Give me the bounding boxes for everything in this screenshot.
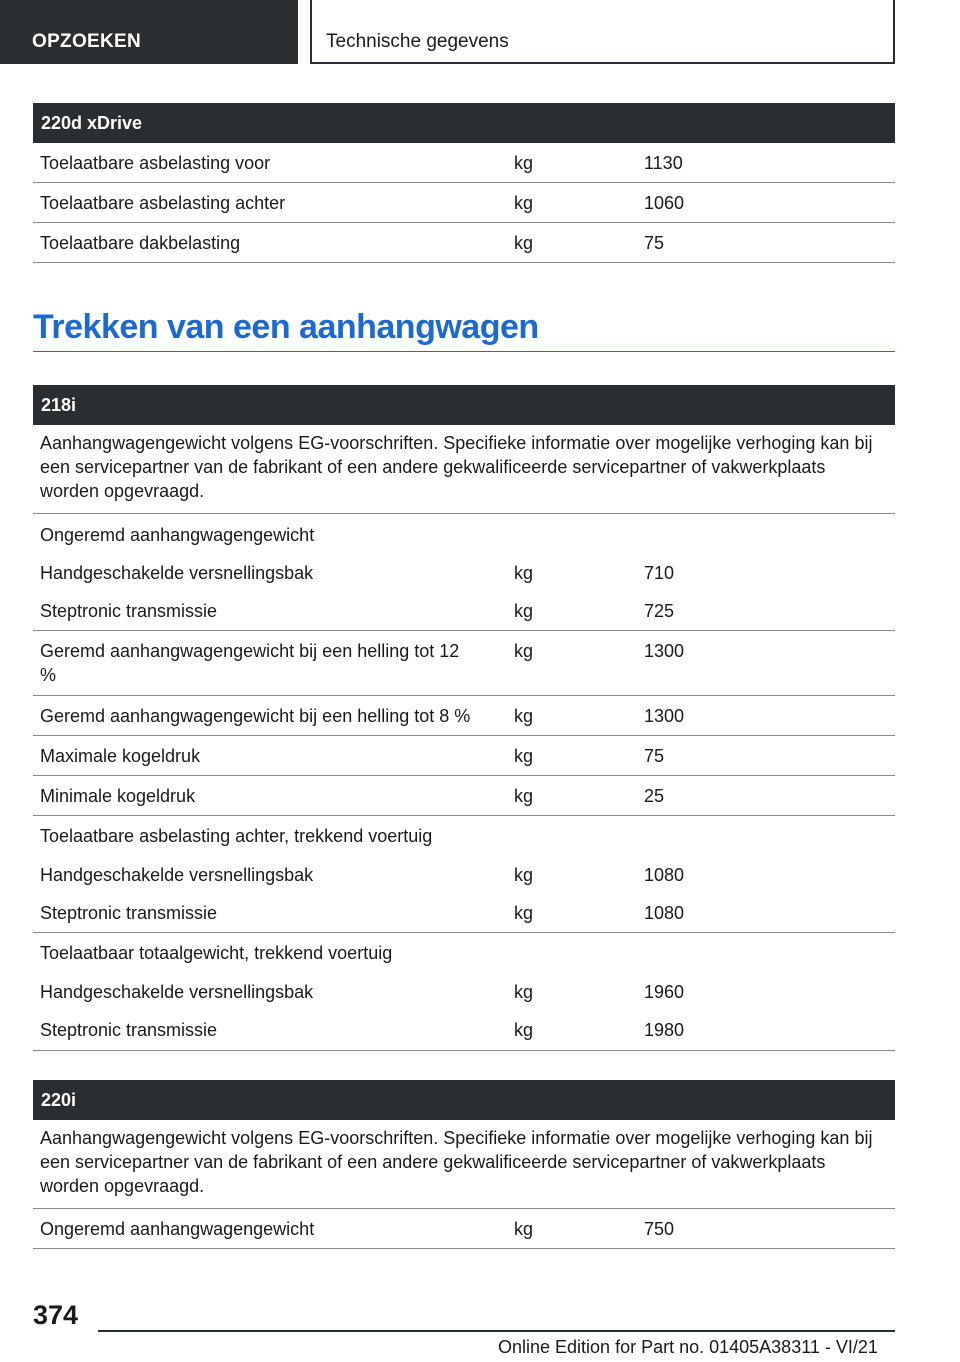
row-value: 1080 [644, 903, 685, 923]
row-label: Minimale kogeldruk [40, 786, 196, 806]
table-row [33, 894, 895, 933]
table-row [33, 736, 895, 776]
table-row [33, 933, 895, 972]
table-row [33, 183, 895, 223]
row-value: 750 [644, 1219, 675, 1239]
row-value: 1300 [644, 706, 685, 726]
table-220d-xdrive [33, 103, 895, 263]
table-row [33, 855, 895, 894]
table-row [33, 553, 895, 592]
header-section-title: Technische gegevens [310, 0, 895, 64]
table-row [33, 816, 895, 855]
table-row [33, 776, 895, 816]
row-value: 1960 [644, 982, 685, 1002]
row-unit: kg [514, 641, 534, 661]
row-unit: kg [514, 1219, 534, 1239]
row-label: Geremd aanhangwagengewicht bij een helling tot 12 % [40, 641, 460, 685]
row-unit: kg [514, 865, 534, 885]
section-title-rule [33, 351, 895, 352]
row-label: Toelaatbare dakbelasting [40, 233, 241, 253]
row-unit: kg [514, 746, 534, 766]
row-value: 1080 [644, 865, 685, 885]
row-label: Steptronic transmissie [40, 1020, 218, 1040]
row-label: Handgeschakelde versnellingsbak [40, 982, 314, 1002]
row-unit: kg [514, 153, 534, 173]
table-row [33, 696, 895, 736]
table-heading: 220d xDrive [33, 103, 895, 143]
row-label: Steptronic transmissie [40, 903, 218, 923]
row-value: 75 [644, 746, 665, 766]
header-tab-opzoeken[interactable]: OPZOEKEN [0, 0, 298, 64]
row-unit: kg [514, 903, 534, 923]
page-header [0, 0, 960, 66]
table-220i [33, 1080, 895, 1249]
table-row [33, 514, 895, 553]
table-row [33, 592, 895, 631]
row-label: Ongeremd aanhangwagengewicht [40, 525, 315, 545]
table-note: Aanhangwagengewicht volgens EG-voorschriften. Specifieke informatie over mogelijke verhoging kan bij een servicepartner van de fabrikant of een andere gekwalificeerde servicepartner of vakwerkplaats worden opgevraagd. [33, 425, 895, 514]
row-value: 25 [644, 786, 665, 806]
row-label: Maximale kogeldruk [40, 746, 201, 766]
table-note: Aanhangwagengewicht volgens EG-voorschriften. Specifieke informatie over mogelijke verhoging kan bij een servicepartner van de fabrikant of een andere gekwalificeerde servicepartner of vakwerkplaats worden opgevraagd. [33, 1120, 895, 1209]
table-row [33, 972, 895, 1011]
table-row [33, 1209, 895, 1249]
row-label: Ongeremd aanhangwagengewicht [40, 1219, 315, 1239]
table-row [33, 223, 895, 263]
table-heading: 220i [33, 1080, 895, 1120]
row-unit: kg [514, 563, 534, 583]
footer-rule [98, 1330, 895, 1332]
row-label: Steptronic transmissie [40, 601, 218, 621]
table-heading: 218i [33, 385, 895, 425]
row-unit: kg [514, 233, 534, 253]
row-unit: kg [514, 706, 534, 726]
table-row [33, 631, 895, 696]
section-title: Trekken van een aanhangwagen [33, 308, 539, 346]
row-value: 1980 [644, 1020, 685, 1040]
page-number: 374 [33, 1300, 79, 1330]
row-label: Geremd aanhangwagengewicht bij een helling tot 8 % [40, 706, 471, 726]
row-label: Toelaatbare asbelasting achter, trekkend voertuig [40, 826, 433, 846]
row-label: Toelaatbaar totaalgewicht, trekkend voertuig [40, 943, 393, 963]
footer-edition-text: Online Edition for Part no. 01405A38311 - VI/21 [498, 1337, 878, 1357]
row-label: Toelaatbare asbelasting achter [40, 193, 286, 213]
row-unit: kg [514, 786, 534, 806]
row-value: 710 [644, 563, 675, 583]
row-value: 725 [644, 601, 675, 621]
table-row [33, 1011, 895, 1051]
row-unit: kg [514, 1020, 534, 1040]
row-label: Handgeschakelde versnellingsbak [40, 563, 314, 583]
row-unit: kg [514, 193, 534, 213]
row-value: 1130 [644, 153, 683, 173]
row-label: Handgeschakelde versnellingsbak [40, 865, 314, 885]
row-label: Toelaatbare asbelasting voor [40, 153, 271, 173]
row-unit: kg [514, 982, 534, 1002]
table-row [33, 143, 895, 183]
row-value: 1060 [644, 193, 685, 213]
row-value: 75 [644, 233, 665, 253]
row-value: 1300 [644, 641, 685, 661]
row-unit: kg [514, 601, 534, 621]
table-218i [33, 385, 895, 1051]
